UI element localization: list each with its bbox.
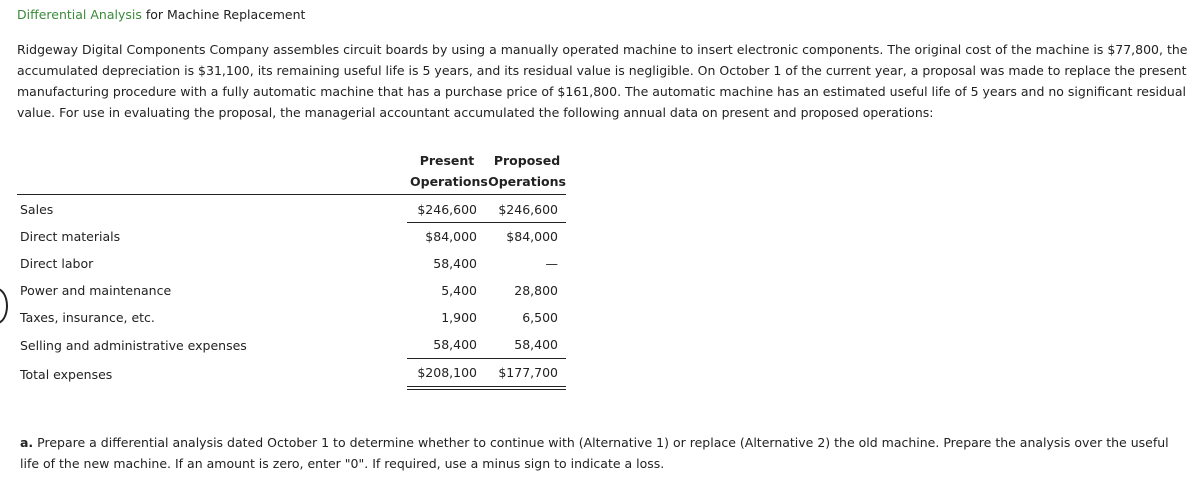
title-link[interactable]: Differential Analysis xyxy=(17,7,142,22)
intro-paragraph: Ridgeway Digital Components Company assembles circuit boards by using a manually operated machine to insert electronic components. The original cost of the machine is $77,800, the accumulated depreciation is $31,100, its remaining useful life is 5 years, and its residual value is negligible. On October 1 of the current year, a proposal was made to replace the present manufacturing procedure with a fully automatic machine that has a purchase price of $161,800. The automatic machine has an estimated useful life of 5 years and no significant residual value. For use in evaluating the proposal, the managerial accountant accumulated the following annual data on present and proposed operations: xyxy=(17,42,1188,120)
row-label-total-expenses: Total expenses xyxy=(20,367,113,382)
proposed-selling-admin: 58,400 xyxy=(514,337,558,352)
page-title xyxy=(17,7,305,23)
instruction-paragraph xyxy=(20,432,1185,474)
present-sales: $246,600 xyxy=(417,202,477,217)
total-double-rule-top xyxy=(407,386,566,387)
present-selling-admin: 58,400 xyxy=(433,337,477,352)
header-rule xyxy=(17,194,566,195)
row-label-power-maintenance: Power and maintenance xyxy=(20,283,172,298)
proposed-total-expenses: $177,700 xyxy=(498,365,558,380)
proposed-sales: $246,600 xyxy=(498,202,558,217)
instruction-marker: a. xyxy=(20,435,34,450)
instruction-text: Prepare a differential analysis dated October 1 to determine whether to continue with (Alternative 1) or replace (Alternative 2) the old machine. Prepare the analysis over the useful life of the new machine. If an amount is zero, enter "0". If required, use a minus sign to indicate a loss. xyxy=(20,435,1169,471)
proposed-taxes-insurance: 6,500 xyxy=(522,310,558,325)
present-direct-labor: 58,400 xyxy=(433,256,477,271)
proposed-direct-labor: — xyxy=(545,256,558,271)
row-label-direct-labor: Direct labor xyxy=(20,256,94,271)
col-proposed-header-1: Proposed xyxy=(493,153,561,168)
proposed-direct-materials: $84,000 xyxy=(506,229,558,244)
present-direct-materials: $84,000 xyxy=(425,229,477,244)
col-present-header-2: Operations xyxy=(410,174,488,189)
row-label-direct-materials: Direct materials xyxy=(20,229,121,244)
row-label-taxes-insurance: Taxes, insurance, etc. xyxy=(20,310,155,325)
present-taxes-insurance: 1,900 xyxy=(441,310,477,325)
title-text: for Machine Replacement xyxy=(141,7,306,22)
col-proposed-header-2: Operations xyxy=(488,174,566,189)
sales-rule xyxy=(407,222,566,223)
present-power-maintenance: 5,400 xyxy=(441,283,477,298)
row-label-sales: Sales xyxy=(20,202,54,217)
row-label-selling-admin: Selling and administrative expenses xyxy=(20,338,247,353)
total-double-rule-bottom xyxy=(407,389,566,390)
present-total-expenses: $208,100 xyxy=(417,365,477,380)
page-edge-arc xyxy=(0,288,8,324)
proposed-power-maintenance: 28,800 xyxy=(514,283,558,298)
col-present-header-1: Present xyxy=(419,153,475,168)
subtotal-rule xyxy=(407,358,566,359)
